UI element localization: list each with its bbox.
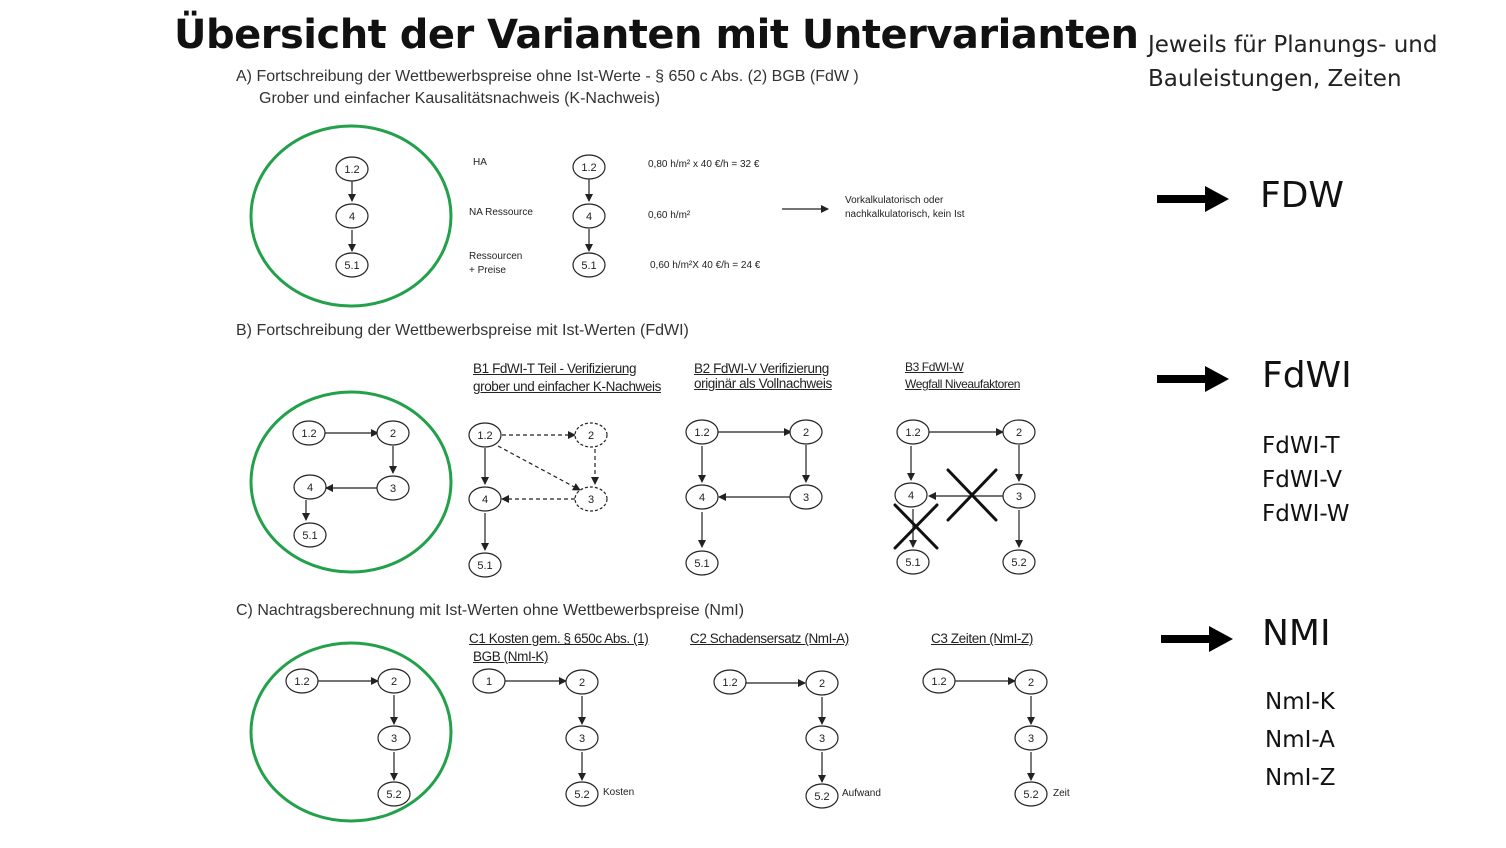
node-label: 5.2 bbox=[386, 789, 402, 801]
variant-nmi-a: NmI-A bbox=[1265, 727, 1335, 753]
node-label: 2 bbox=[389, 428, 397, 440]
label-ressourcen: Ressourcen bbox=[469, 251, 523, 262]
node-label: 4 bbox=[306, 482, 314, 494]
node-label: 4 bbox=[698, 492, 706, 504]
node-label: 4 bbox=[348, 211, 356, 223]
node-label: 1.2 bbox=[294, 676, 310, 688]
b2-title-line-2: originär als Vollnachweis bbox=[694, 376, 832, 391]
variant-fdwi-w: FdWI-W bbox=[1262, 501, 1350, 527]
section-b-heading: B) Fortschreibung der Wettbewerbspreise mit Ist-Werten (FdWI) bbox=[236, 322, 689, 339]
node-label: 5.1 bbox=[581, 260, 597, 272]
value-1: 0,80 h/m² x 40 €/h = 32 € bbox=[648, 159, 760, 170]
value-3: 0,60 h/m²X 40 €/h = 24 € bbox=[650, 260, 761, 271]
highlight-circle-b bbox=[251, 392, 451, 572]
label-na-ressource: NA Ressource bbox=[469, 207, 533, 218]
node-label: 1.2 bbox=[344, 164, 360, 176]
value-2: 0,60 h/m² bbox=[648, 210, 691, 221]
c3-title: C3 Zeiten (NmI-Z) bbox=[931, 631, 1033, 646]
node-label: 5.1 bbox=[905, 557, 921, 569]
node-label: 5.1 bbox=[477, 560, 493, 572]
note-vorkalkulatorisch: Vorkalkulatorisch oder bbox=[845, 195, 944, 206]
b1-title-line-2: grober und einfacher K-Nachweis bbox=[473, 379, 661, 394]
section-a-heading: A) Fortschreibung der Wettbewerbspreise ohne Ist-Werte - § 650 c Abs. (2) BGB (FdW ) bbox=[236, 68, 859, 85]
node-label: 3 bbox=[1015, 491, 1023, 503]
node-label: 3 bbox=[390, 733, 398, 745]
result-nmi: NMI bbox=[1262, 613, 1331, 654]
node-label: 3 bbox=[578, 733, 586, 745]
label-ha: HA bbox=[473, 157, 487, 168]
node-label: 5.2 bbox=[814, 791, 830, 803]
label-zeit: Zeit bbox=[1053, 788, 1070, 799]
node-label: 3 bbox=[587, 494, 595, 506]
variant-nmi-k: NmI-K bbox=[1265, 689, 1335, 715]
label-aufwand: Aufwand bbox=[842, 788, 881, 799]
node-label: 5.2 bbox=[1011, 557, 1027, 569]
note-nachkalkulatorisch: nachkalkulatorisch, kein Ist bbox=[845, 209, 965, 220]
label-kosten: Kosten bbox=[603, 787, 635, 798]
node-label: 1.2 bbox=[694, 427, 710, 439]
node-label: 5.1 bbox=[302, 530, 318, 542]
arrow-right-icon bbox=[1157, 366, 1229, 392]
node-label: 2 bbox=[578, 677, 586, 689]
b3-title-line-1: B3 FdWI-W bbox=[905, 360, 964, 374]
c1-title-line-2: BGB (NmI-K) bbox=[473, 649, 549, 664]
node-label: 2 bbox=[1027, 677, 1035, 689]
label-preise: + Preise bbox=[469, 265, 506, 276]
node-label: 1.2 bbox=[931, 676, 947, 688]
dashed-edge bbox=[498, 446, 580, 490]
node-label: 2 bbox=[587, 430, 595, 442]
b1-title-line-1: B1 FdWI-T Teil - Verifizierung bbox=[473, 361, 637, 376]
b2-title-line-1: B2 FdWI-V Verifizierung bbox=[694, 361, 829, 376]
result-fdwi: FdWI bbox=[1262, 355, 1352, 396]
result-fdw: FDW bbox=[1260, 175, 1345, 216]
arrow-right-icon bbox=[1161, 626, 1233, 652]
node-label: 4 bbox=[907, 490, 915, 502]
node-label: 1.2 bbox=[722, 677, 738, 689]
variant-fdwi-v: FdWI-V bbox=[1262, 467, 1343, 493]
node-label: 1.2 bbox=[477, 430, 493, 442]
c1-title-line-1: C1 Kosten gem. § 650c Abs. (1) bbox=[469, 631, 649, 646]
node-label: 5.1 bbox=[694, 558, 710, 570]
node-label: 4 bbox=[585, 211, 593, 223]
node-label: 2 bbox=[818, 678, 826, 690]
b3-title-line-2: Wegfall Niveaufaktoren bbox=[905, 377, 1021, 391]
note-line-2: Bauleistungen, Zeiten bbox=[1148, 66, 1402, 92]
node-label: 3 bbox=[389, 483, 397, 495]
node-label: 2 bbox=[390, 676, 398, 688]
c2-title: C2 Schadensersatz (NmI-A) bbox=[690, 631, 849, 646]
node-label: 1.2 bbox=[905, 427, 921, 439]
note-line-1: Jeweils für Planungs- und bbox=[1148, 32, 1438, 58]
node-label: 1 bbox=[485, 676, 493, 688]
node-label: 1.2 bbox=[301, 428, 317, 440]
arrow-right-icon bbox=[1157, 186, 1229, 212]
node-label: 5.1 bbox=[344, 260, 360, 272]
variant-nmi-z: NmI-Z bbox=[1265, 765, 1336, 791]
node-label: 1.2 bbox=[581, 162, 597, 174]
section-a-subheading: Grober und einfacher Kausalitätsnachweis (K-Nachweis) bbox=[259, 90, 661, 107]
node-label: 4 bbox=[481, 494, 489, 506]
highlight-circle-c bbox=[251, 643, 451, 821]
node-label: 2 bbox=[802, 427, 810, 439]
node-label: 3 bbox=[1027, 733, 1035, 745]
node-label: 2 bbox=[1015, 427, 1023, 439]
node-label: 3 bbox=[802, 492, 810, 504]
section-c-heading: C) Nachtragsberechnung mit Ist-Werten ohne Wettbewerbspreise (NmI) bbox=[236, 602, 745, 619]
variant-fdwi-t: FdWI-T bbox=[1262, 433, 1340, 459]
node-label: 3 bbox=[818, 733, 826, 745]
page-title: Übersicht der Varianten mit Untervarianten bbox=[174, 12, 1139, 58]
node-label: 5.2 bbox=[1023, 789, 1039, 801]
node-label: 5.2 bbox=[574, 789, 590, 801]
